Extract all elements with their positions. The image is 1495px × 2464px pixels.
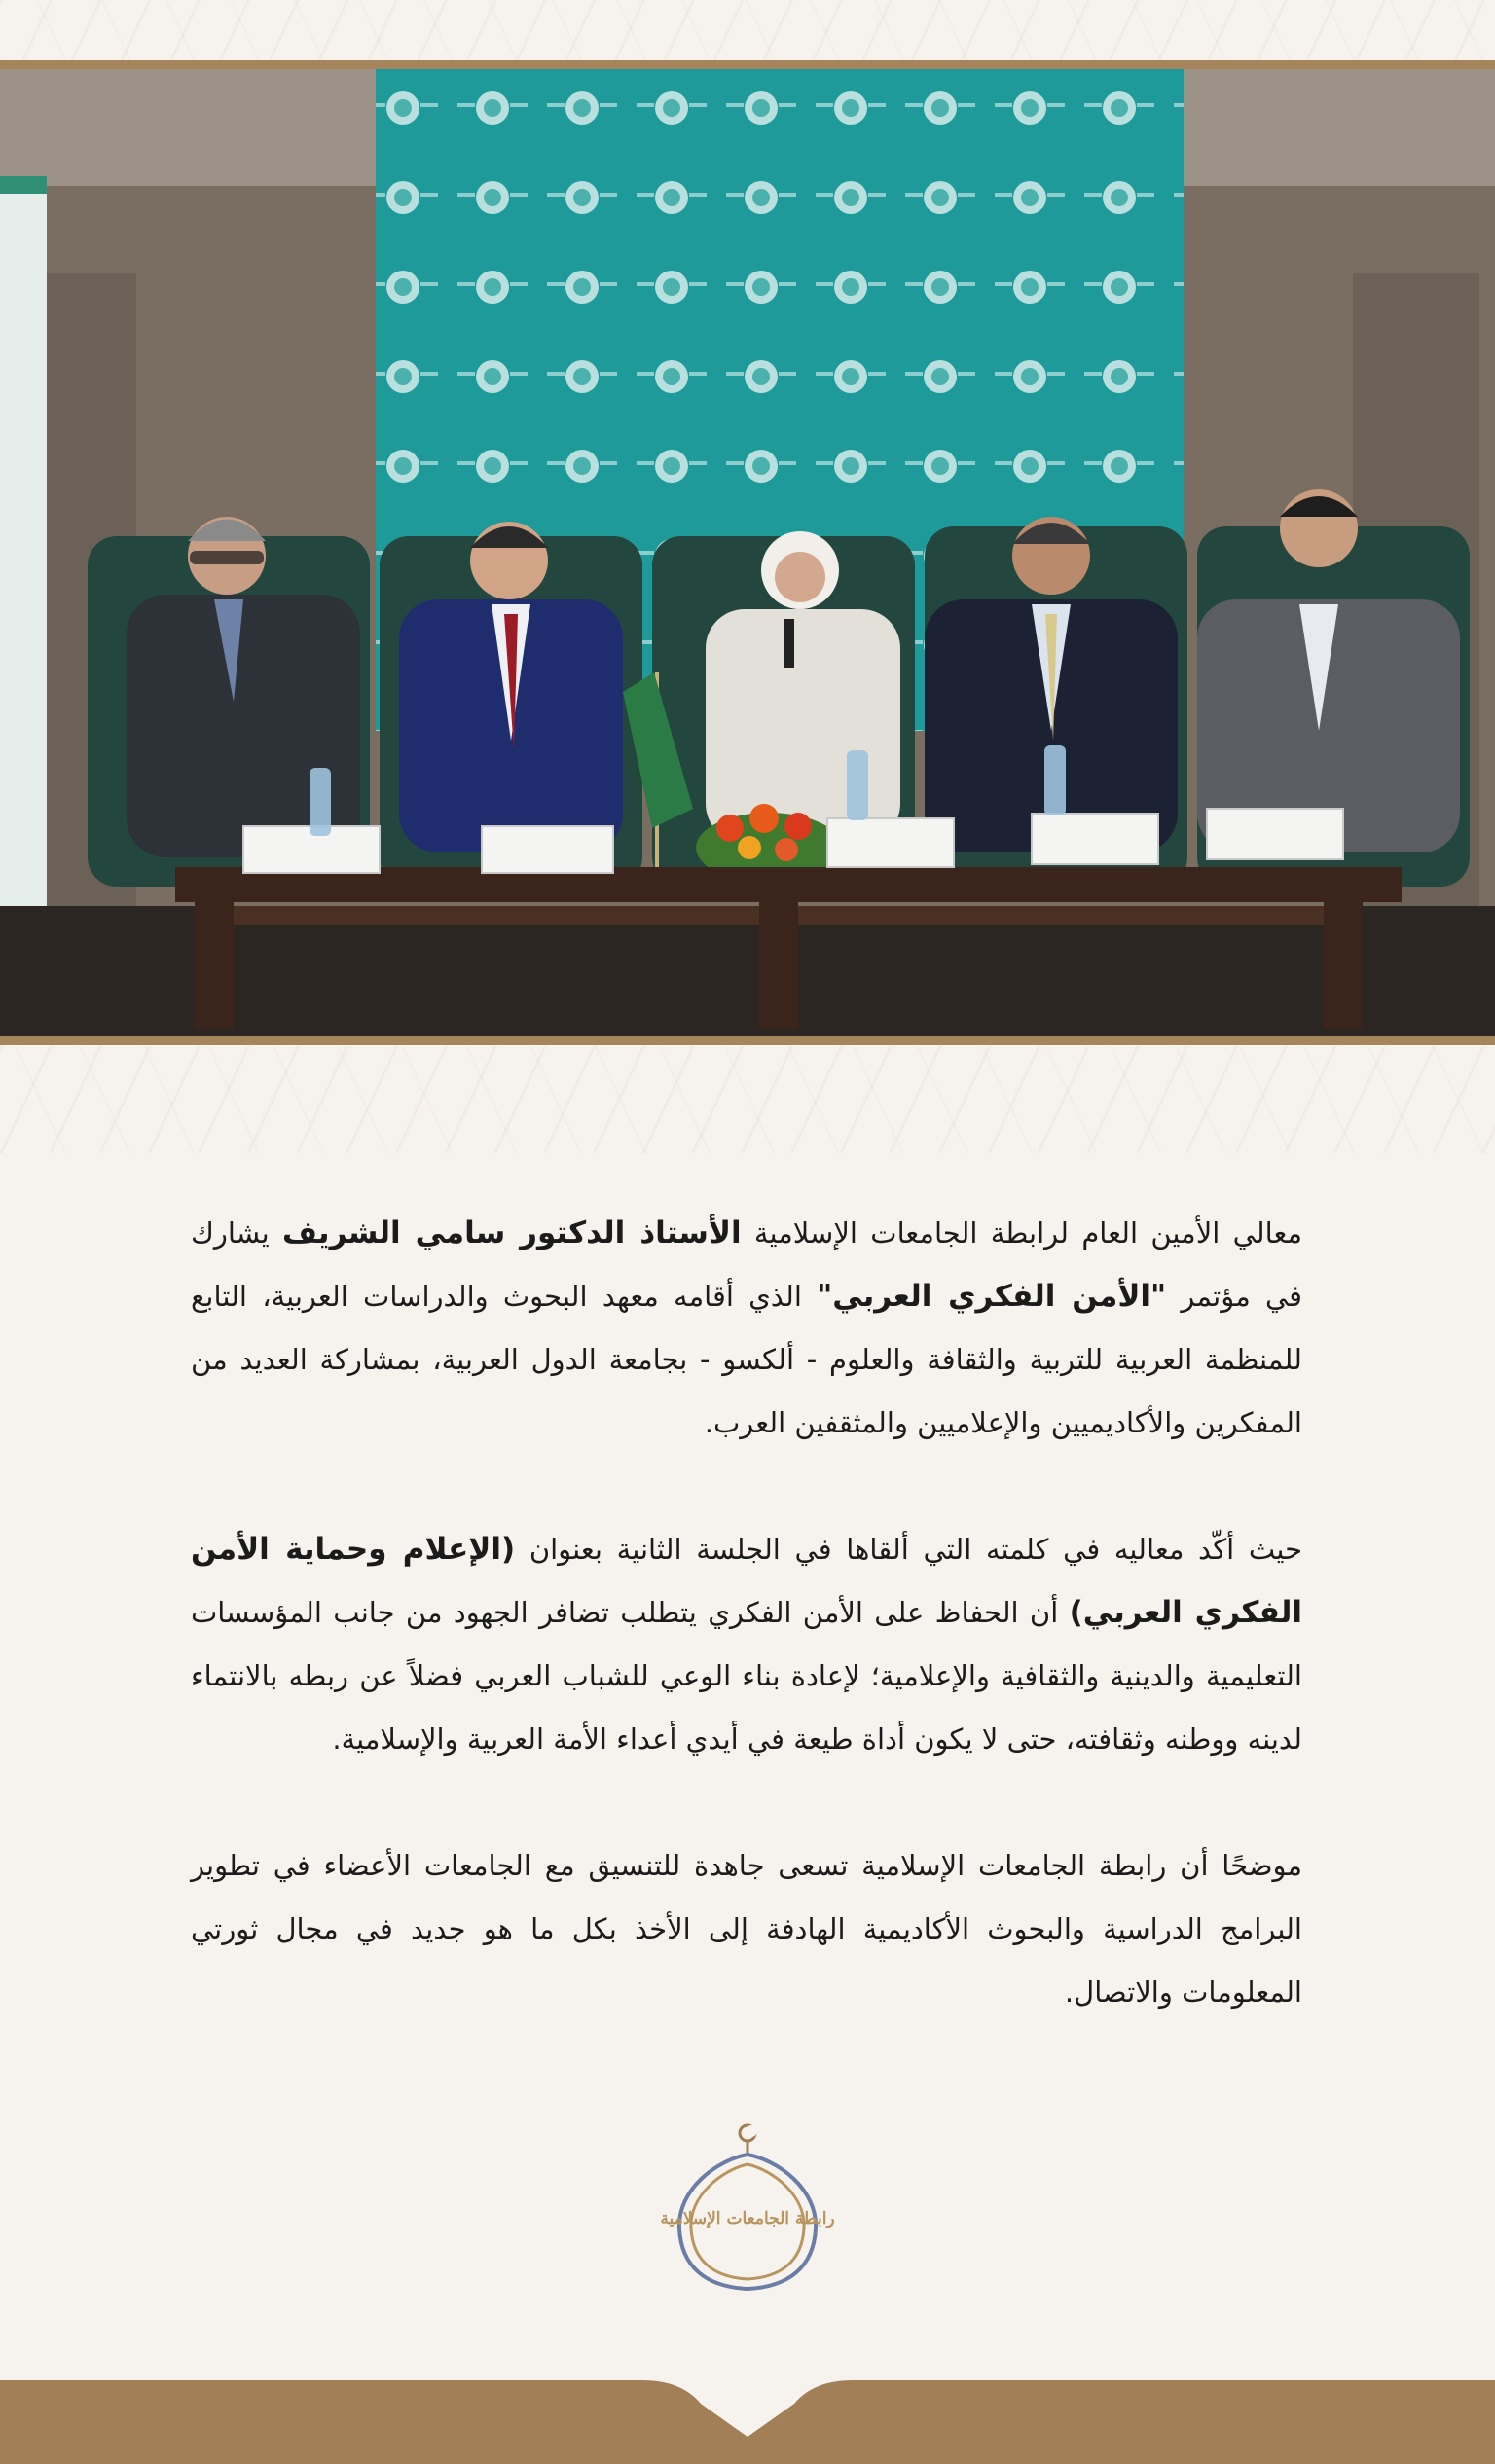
article-body (191, 1202, 1302, 2087)
p1-rest: الذي أقامه معهد البحوث والدراسات العربية، التابع للمنظمة العربية للتربية والثقافة والعلوم - ألكسو - بجامعة الدول العربية، بمشاركة العديد من المفكرين والأكاديميين والإعلاميين والمثقفين العرب. (191, 1280, 1302, 1439)
league-emblem (660, 2121, 835, 2293)
conference-photo-scene (0, 69, 1495, 1036)
article-paragraph-1 (191, 1202, 1302, 1455)
emblem-text: رابطة الجامعات الإسلامية (660, 2209, 835, 2228)
p1-person-name: الأستاذ الدكتور سامي الشريف (282, 1215, 742, 1250)
p2-session-title: (الإعلام وحماية الأمن الفكري العربي) (191, 1532, 1302, 1630)
top-decorative-pattern (0, 0, 1495, 60)
p1-mid: يشارك في مؤتمر (191, 1216, 1303, 1313)
article-paragraph-2 (191, 1518, 1302, 1771)
bottom-band (0, 2374, 1495, 2464)
emblem-shape (660, 2121, 835, 2293)
p1-intro: معالي الأمين العام لرابطة الجامعات الإسلامية (741, 1216, 1302, 1250)
article-paragraph-3: موضحًا أن رابطة الجامعات الإسلامية تسعى جاهدة للتنسيق مع الجامعات الأعضاء في تطوير البرامج الدراسية والبحوث الأكاديمية الهادفة إلى الأخذ بكل ما هو جديد في مجال ثورتي المعلومات والاتصال. (191, 1849, 1302, 2009)
p2-intro: حيث أكّد معاليه في كلمته التي ألقاها في الجلسة الثانية بعنوان (515, 1533, 1302, 1566)
crescent-icon (740, 2125, 757, 2141)
p1-conference-name: "الأمن الفكري العربي" (817, 1279, 1167, 1314)
conference-photo (0, 60, 1495, 1045)
middle-decorative-pattern (0, 1046, 1495, 1153)
p2-rest: أن الحفاظ على الأمن الفكري يتطلب تضافر الجهود من جانب المؤسسات التعليمية والدينية والثقافية والإعلامية؛ لإعادة بناء الوعي للشباب العربي فضلاً عن ربطه بالانتماء لدينه ووطنه وثقافته، حتى لا يكون أداة طيعة في أيدي أعداء الأمة العربية والإسلامية. (191, 1596, 1302, 1756)
